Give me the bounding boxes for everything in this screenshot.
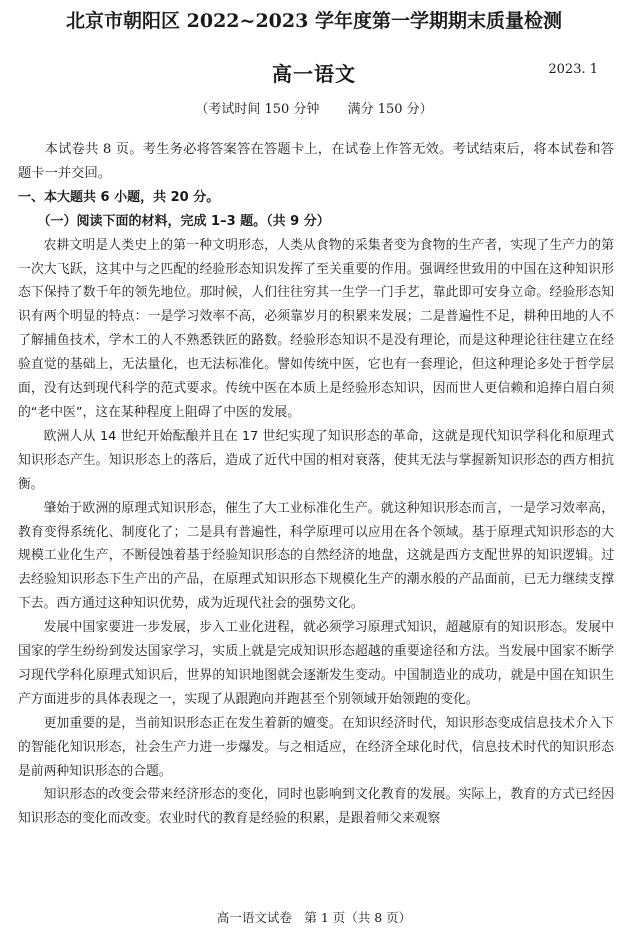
passage-paragraph: 更加重要的是，当前知识形态正在发生着新的嬗变。在知识经济时代，知识形态变成信息技术介入下的智能化知识形态，社会生产力进一步爆发。与之相适应，在经济全球化时代，信息技术时代的知识形态是前两种知识形态的合题。 [18, 715, 614, 779]
exam-body [18, 138, 614, 831]
passage-paragraph: 农耕文明是人类史上的第一种文明形态，人类从食物的采集者变为食物的生产者，实现了生产力的第一次大飞跃，这其中与之匹配的经验形态知识发挥了至关重要的作用。强调经世致用的中国在这种知识形态下保持了数千年的领先地位。那时候，人们往往穷其一生学一门手艺，靠此即可安身立命。经验形态知识有两个明显的特点：一是学习效率不高，必须靠岁月的积累来发展；二是普遍性不足，耕种田地的人不了解捕鱼技术，学木工的人不熟悉铁匠的路数。经验形态知识不是没有理论，而是这种理论往往建立在经验直觉的基础上，无法量化，也无法标准化。譬如传统中医，它也有一套理论，但这种理论多处于哲学层面，没有达到现代科学的范式要求。传统中医在本质上是经验形态知识，因而世人更信赖和追捧白眉白须的“老中医”，这在某种程度上阻碍了中医的发展。 [18, 237, 614, 420]
section-heading: 一、本大题共 6 小题，共 20 分。 [18, 189, 220, 205]
exam-date: 2023. 1 [548, 62, 598, 77]
exam-score: 满分 150 分） [347, 102, 433, 117]
passage-paragraph: 发展中国家要进一步发展，步入工业化进程，就必须学习原理式知识，超越原有的知识形态。发展中国家的学生纷纷到发达国家学习，实质上就是完成知识形态超越的重要途径和方法。当发展中国家不断学习现代学科化原理式知识后，世界的知识地图就会逐渐发生变动。中国制造业的成功，就是中国在知识生产方面进步的具体表现之一，实现了从跟跑向并跑甚至个别领域开始领跑的变化。 [18, 620, 614, 707]
exam-time: （考试时间 150 分钟 [195, 102, 320, 117]
subject-title: 高一语文 [272, 62, 356, 86]
exam-title: 北京市朝阳区 2022~2023 学年度第一学期期末质量检测 [66, 10, 562, 32]
exam-info [0, 98, 628, 117]
subsection-heading: （一）阅读下面的材料，完成 1–3 题。（共 9 分） [37, 213, 330, 229]
instructions: 本试卷共 8 页。考生务必将答案答在答题卡上，在试卷上作答无效。考试结束后，将本试卷和答题卡一并交回。 [18, 142, 614, 181]
passage-paragraph: 欧洲人从 14 世纪开始酝酿并且在 17 世纪实现了知识形态的革命，这就是现代知识学科化和原理式知识形态产生。知识形态上的落后，造成了近代中国的相对衰落，使其无法与掌握新知识形态的西方相抗衡。 [18, 428, 614, 492]
page-footer: 高一语文试卷 第 1 页（共 8 页） [216, 910, 412, 925]
passage-paragraph: 知识形态的改变会带来经济形态的变化，同时也影响到文化教育的发展。实际上，教育的方式已经因知识形态的变化而改变。农业时代的教育是经验的积累，是跟着师父来观察 [18, 787, 614, 827]
passage-paragraph: 肇始于欧洲的原理式知识形态，催生了大工业标准化生产。就这种知识形态而言，一是学习效率高，教育变得系统化、制度化了；二是具有普遍性，科学原理可以应用在各个领域。基于原理式知识形态的大规模工业化生产，不断侵蚀着基于经验知识形态的自然经济的地盘，这就是西方支配世界的知识逻辑。过去经验知识形态下生产出的产品，在原理式知识形态下规模化生产的潮水般的产品面前，已无力继续支撑下去。西方通过这种知识优势，成为近现代社会的强势文化。 [18, 500, 614, 612]
